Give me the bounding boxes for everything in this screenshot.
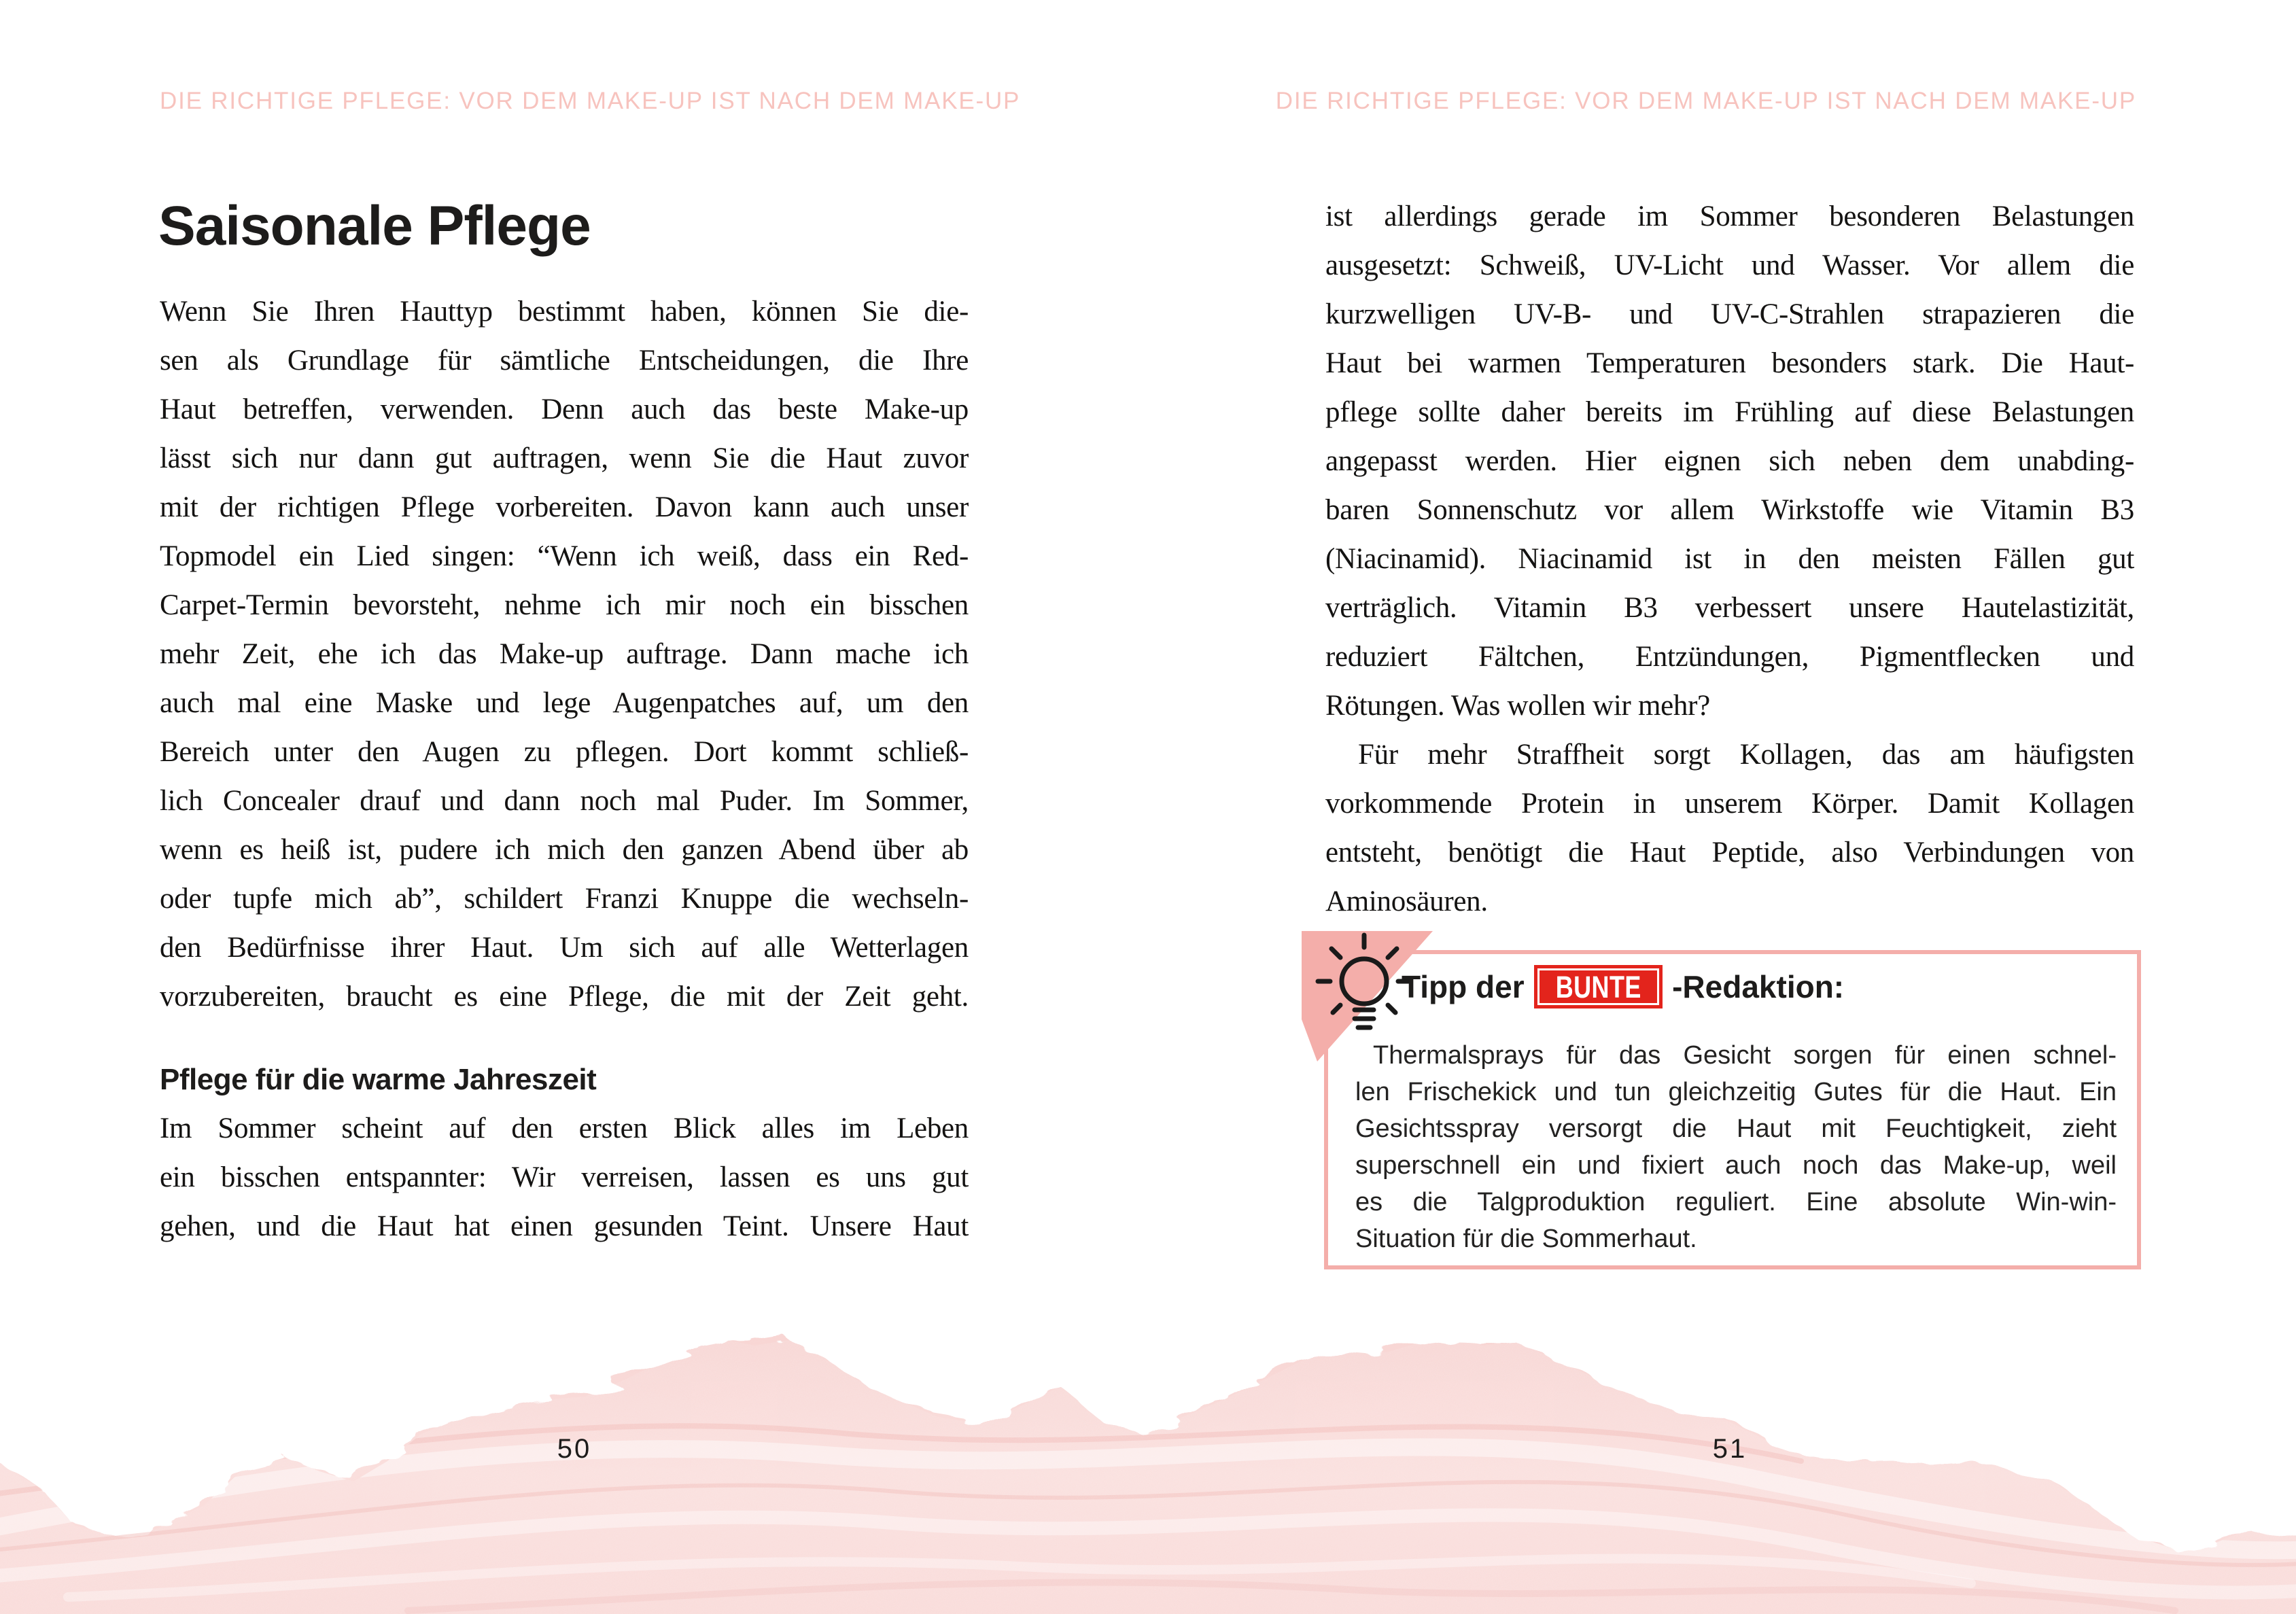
tip-title-suffix: -Redaktion: — [1672, 969, 1845, 1004]
page-number-left: 50 — [557, 1434, 592, 1464]
text-line: sen als Grundlage für sämtliche Entscheidungen, die Ihre — [160, 345, 969, 376]
text-line: superschnell ein und fixiert auch noch das Make-up, weil — [1355, 1151, 2117, 1180]
page-title: Saisonale Pflege — [158, 195, 591, 257]
bunte-logo-text: BUNTE — [1555, 969, 1641, 1004]
text-line: Topmodel ein Lied singen: “Wenn ich weiß, dass ein Red- — [160, 540, 969, 572]
running-head-right: DIE RICHTIGE PFLEGE: VOR DEM MAKE-UP IST NACH DEM MAKE-UP — [1275, 88, 2136, 114]
watercolor-wash — [0, 1325, 2296, 1614]
text-line: wenn es heiß ist, pudere ich mich den ganzen Abend über ab — [160, 834, 969, 866]
left-subheading: Pflege für die warme Jahreszeit — [160, 1063, 597, 1096]
text-line: lich Concealer drauf und dann noch mal Puder. Im Sommer, — [160, 785, 969, 817]
text-line: Aminosäuren. — [1325, 885, 1488, 917]
text-line: ist allerdings gerade im Sommer besonderen Belastungen — [1325, 200, 2134, 232]
text-line: Im Sommer scheint auf den ersten Blick alles im Leben — [160, 1112, 969, 1144]
text-line: baren Sonnenschutz vor allem Wirkstoffe wie Vitamin B3 — [1325, 494, 2134, 526]
text-line: angepasst werden. Hier eignen sich neben dem unabding- — [1325, 445, 2134, 477]
text-line: lässt sich nur dann gut auftragen, wenn Sie die Haut zuvor — [160, 442, 969, 474]
text-line: Carpet-Termin bevorsteht, nehme ich mir noch ein bisschen — [160, 589, 969, 621]
text-line: Für mehr Straffheit sorgt Kollagen, das am häufigsten — [1358, 739, 2134, 771]
text-line: Gesichtsspray versorgt die Haut mit Feuchtigkeit, zieht — [1355, 1115, 2117, 1143]
tip-title-prefix: Tipp der — [1402, 969, 1525, 1004]
text-line: auch mal eine Maske und lege Augenpatches auf, um den — [160, 687, 969, 719]
text-line: kurzwelligen UV-B- und UV-C-Strahlen strapazieren die — [1325, 298, 2134, 330]
text-line: es die Talgproduktion reguliert. Eine absolute Win-win- — [1355, 1188, 2117, 1216]
text-line: gehen, und die Haut hat einen gesunden Teint. Unsere Haut — [160, 1210, 969, 1242]
text-line: Wenn Sie Ihren Hauttyp bestimmt haben, können Sie die- — [160, 296, 969, 328]
text-line: oder tupfe mich ab”, schildert Franzi Knuppe die wechseln- — [160, 883, 969, 915]
running-head-left: DIE RICHTIGE PFLEGE: VOR DEM MAKE-UP IST NACH DEM MAKE-UP — [160, 88, 1021, 114]
text-line: mit der richtigen Pflege vorbereiten. Davon kann auch unser — [160, 491, 969, 523]
text-line: vorzubereiten, braucht es eine Pflege, die mit der Zeit geht. — [160, 981, 969, 1013]
text-line: Bereich unter den Augen zu pflegen. Dort kommt schließ- — [160, 736, 969, 768]
text-line: verträglich. Vitamin B3 verbessert unsere Hautelastizität, — [1325, 592, 2134, 624]
text-line: entsteht, benötigt die Haut Peptide, also Verbindungen von — [1325, 837, 2134, 869]
left-body-paragraph-2 — [160, 1104, 969, 1251]
text-line: Thermalsprays für das Gesicht sorgen für einen schnel- — [1373, 1041, 2117, 1070]
text-line: mehr Zeit, ehe ich das Make-up auftrage. Dann mache ich — [160, 638, 969, 670]
text-line: (Niacinamid). Niacinamid ist in den meisten Fällen gut — [1325, 543, 2134, 575]
text-line: Situation für die Sommerhaut. — [1355, 1225, 1697, 1253]
page-number-right: 51 — [1712, 1434, 1747, 1464]
text-line: ausgesetzt: Schweiß, UV-Licht und Wasser. Vor allem die — [1325, 249, 2134, 281]
tip-title — [1402, 965, 1844, 1008]
text-line: pflege sollte daher bereits im Frühling auf diese Belastungen — [1325, 396, 2134, 428]
text-line: reduziert Fältchen, Entzündungen, Pigmentflecken und — [1325, 641, 2134, 673]
text-line: len Frischekick und tun gleichzeitig Gutes für die Haut. Ein — [1355, 1078, 2117, 1106]
text-line: Haut bei warmen Temperaturen besonders stark. Die Haut- — [1325, 347, 2134, 379]
bunte-logo — [1534, 965, 1663, 1008]
text-line: den Bedürfnisse ihrer Haut. Um sich auf alle Wetterlagen — [160, 932, 969, 964]
text-line: vorkommende Protein in unserem Körper. Damit Kollagen — [1325, 788, 2134, 820]
text-line: Rötungen. Was wollen wir mehr? — [1325, 690, 1710, 722]
tip-body-text — [1355, 1037, 2117, 1257]
text-line: Haut betreffen, verwenden. Denn auch das beste Make-up — [160, 393, 969, 425]
right-body-paragraphs — [1325, 192, 2134, 926]
text-line: ein bisschen entspannter: Wir verreisen, lassen es uns gut — [160, 1161, 969, 1193]
left-body-paragraph-1 — [160, 287, 969, 1021]
